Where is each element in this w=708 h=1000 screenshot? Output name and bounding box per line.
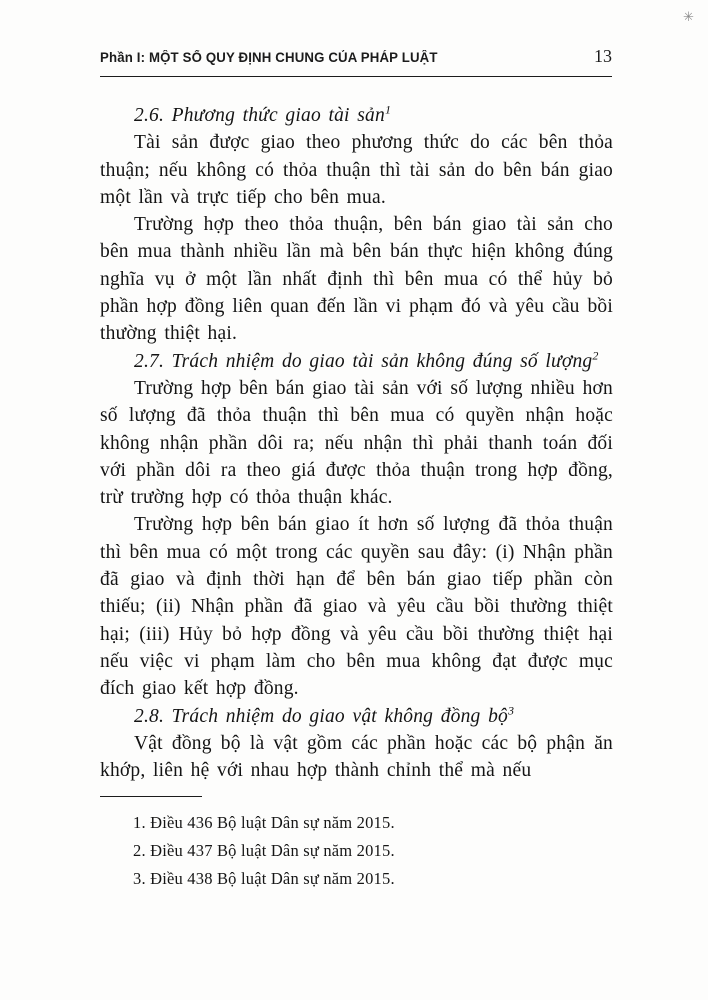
footnote-list	[100, 809, 613, 893]
body-paragraph: Trường hợp bên bán giao ít hơn số lượng đã thỏa thuận thì bên mua có một trong các quyền sau đây: (i) Nhận phần đã giao và định thời hạn để bên bán giao tiếp phần còn thiếu; (ii) Nhận phần đã giao và yêu cầu bồi thường thiệt hại; (iii) Hủy bỏ hợp đồng và yêu cầu bồi thường thiệt hại nếu việc vi phạm làm cho bên mua không đạt được mục đích giao kết hợp đồng.	[100, 514, 613, 700]
footnote-separator	[100, 796, 202, 797]
page-number: 13	[594, 46, 612, 66]
running-header	[100, 46, 612, 77]
footnote-item: 2. Điều 437 Bộ luật Dân sự năm 2015.	[133, 841, 395, 860]
page-body	[100, 102, 613, 784]
footnote-item: 1. Điều 436 Bộ luật Dân sự năm 2015.	[133, 813, 395, 832]
body-paragraph: Trường hợp theo thỏa thuận, bên bán giao tài sản cho bên mua thành nhiều lần mà bên bán thực hiện không đúng nghĩa vụ ở một lần nhất định thì bên mua có thể hủy bỏ phần hợp đồng liên quan đến lần vi phạm đó và yêu cầu bồi thường thiệt hại.	[100, 214, 613, 345]
section-heading: 2.6. Phương thức giao tài sản$^1$	[134, 102, 392, 126]
body-paragraph: Vật đồng bộ là vật gồm các phần hoặc các bộ phận ăn khớp, liên hệ với nhau hợp thành chỉnh thể mà nếu	[100, 732, 613, 782]
section-heading: 2.7. Trách nhiệm do giao tài sản không đúng số lượng$^2$	[134, 348, 599, 372]
footnote-item: 3. Điều 438 Bộ luật Dân sự năm 2015.	[133, 869, 395, 888]
footnote-reference: 2	[592, 348, 599, 363]
body-paragraph: Trường hợp bên bán giao tài sản với số lượng nhiều hơn số lượng đã thỏa thuận thì bên mua có quyền nhận hoặc không nhận phần dôi ra; nếu nhận thì phải thanh toán đối với phần dôi ra theo giá được thỏa thuận trong hợp đồng, trừ trường hợp có thỏa thuận khác.	[100, 377, 613, 509]
page-corner-ornament-icon: ✳	[683, 10, 694, 25]
section-heading: 2.8. Trách nhiệm do giao vật không đồng bộ$^3$	[134, 703, 515, 727]
body-paragraph: Tài sản được giao theo phương thức do các bên thỏa thuận; nếu không có thỏa thuận thì tài sản do bên bán giao một lần và trực tiếp cho bên mua.	[100, 132, 613, 208]
footnote-reference: 1	[384, 102, 392, 117]
footnote-reference: 3	[507, 703, 515, 718]
footnotes-section	[100, 796, 613, 893]
chapter-title: Phần I: MỘT SỐ QUY ĐỊNH CHUNG CỦA PHÁP LUẬT	[100, 50, 438, 65]
